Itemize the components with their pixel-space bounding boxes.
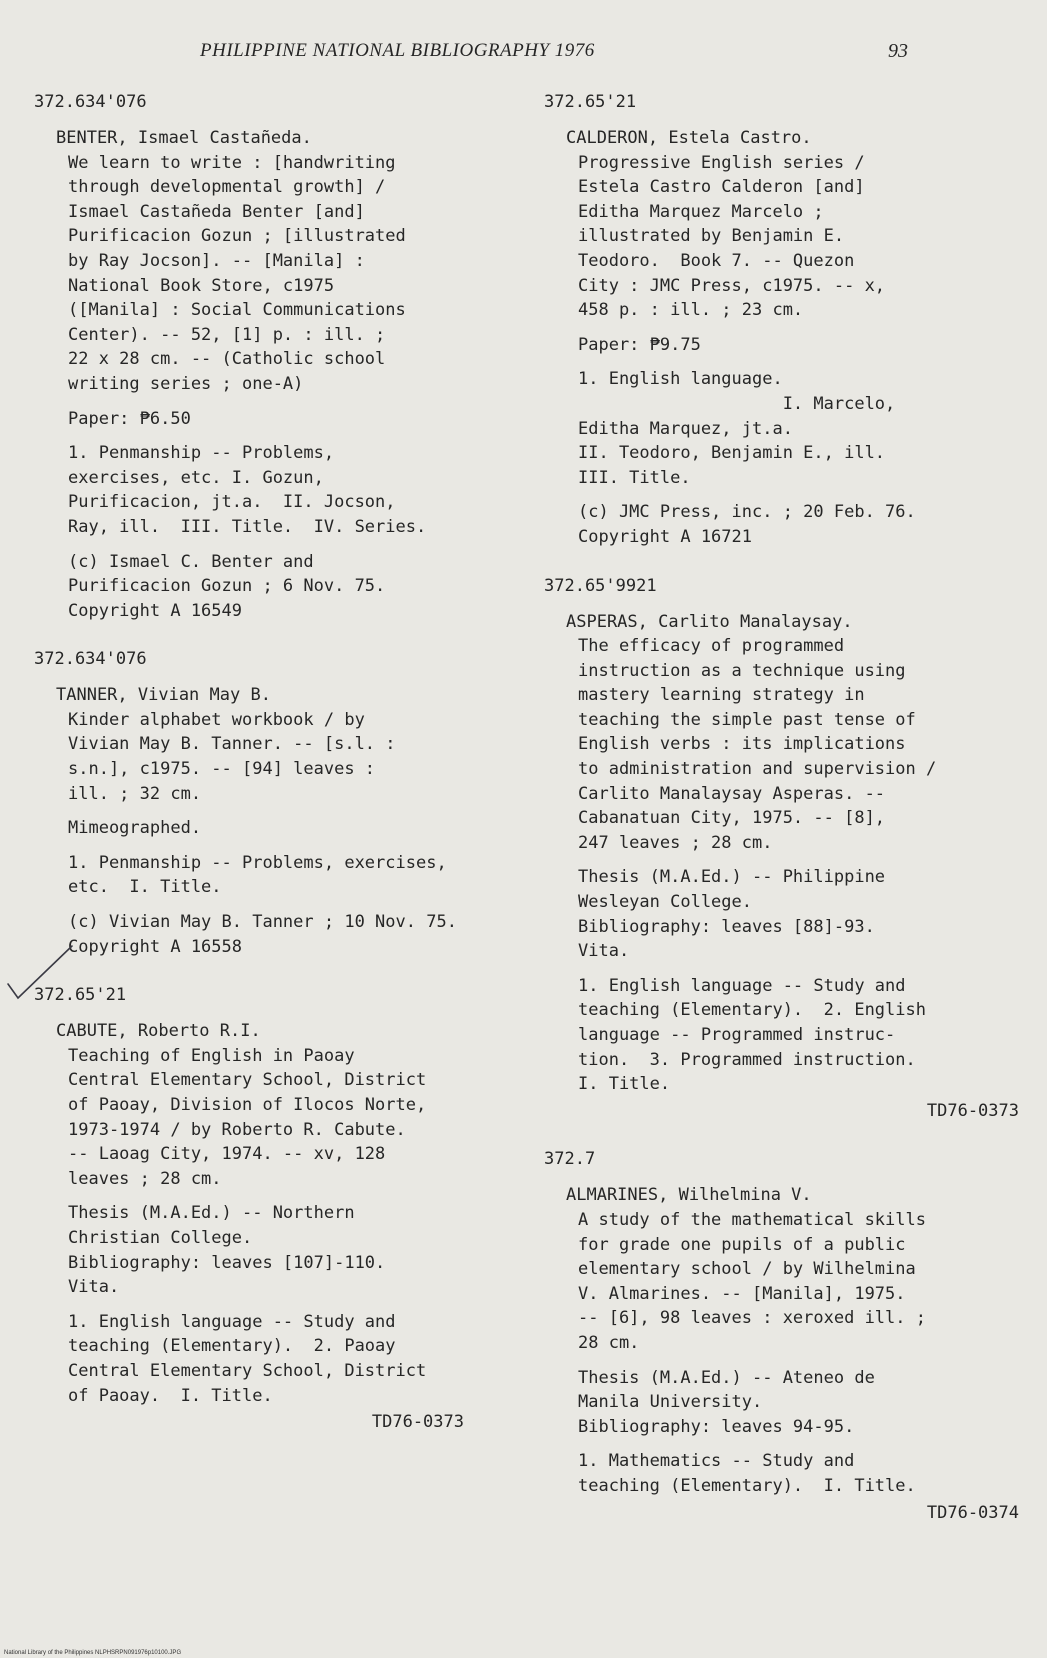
entry-note — [44, 1310, 524, 1408]
note-line: teaching (Elementary). 2. English — [578, 1000, 926, 1021]
note-line: exercises, etc. I. Gozun, — [68, 467, 324, 488]
description-line: The efficacy of programmed — [578, 636, 845, 657]
left-column — [34, 92, 524, 1457]
note-line: Thesis (M.A.Ed.) -- Northern — [68, 1203, 355, 1224]
right-column — [544, 92, 1044, 1547]
description-line: Central Elementary School, District — [68, 1070, 427, 1091]
entry-body — [544, 126, 1044, 550]
note-line: (c) JMC Press, inc. ; 20 Feb. 76. — [578, 502, 916, 523]
class-number: 372.634'076 — [34, 92, 147, 112]
note-line: teaching (Elementary). 2. Paoay — [68, 1336, 396, 1357]
entry-description — [554, 151, 1044, 323]
note-line: of Paoay. I. Title. — [68, 1385, 273, 1406]
description-line: Teodoro. Book 7. -- Quezon — [578, 250, 855, 271]
description-line: elementary school / by Wilhelmina — [578, 1259, 916, 1280]
description-line: writing series ; one-A) — [68, 373, 304, 394]
note-line: I. Marcelo, — [578, 393, 896, 414]
description-line: -- [6], 98 leaves : xeroxed ill. ; — [578, 1308, 926, 1329]
entry-body — [34, 683, 524, 959]
note-line: (c) Vivian May B. Tanner ; 10 Nov. 75. — [68, 912, 457, 933]
description-line: Estela Castro Calderon [and] — [578, 177, 865, 198]
entry-note — [44, 1201, 524, 1299]
note-line: Vita. — [68, 1277, 120, 1298]
note-line: Paper: ₱9.75 — [578, 334, 701, 355]
entry-heading: TANNER, Vivian May B. — [56, 685, 271, 706]
description-line: Progressive English series / — [578, 152, 865, 173]
scan-footer: National Library of the Philippines NLPHSRPN091976p10100.JPG — [4, 1650, 182, 1656]
description-line: A study of the mathematical skills — [578, 1209, 926, 1230]
note-line: II. Teodoro, Benjamin E., ill. — [578, 443, 886, 464]
description-line: of Paoay, Division of Ilocos Norte, — [68, 1095, 427, 1115]
note-line: teaching (Elementary). I. Title. — [578, 1475, 916, 1496]
entry-note — [554, 1366, 1044, 1440]
note-line: Mimeographed. — [68, 818, 202, 839]
description-line: ([Manila] : Social Communications — [68, 300, 406, 321]
entry-note — [554, 367, 1044, 490]
description-line: Center). -- 52, [1] p. : ill. ; — [68, 324, 386, 345]
description-line: teaching the simple past tense of — [578, 709, 916, 730]
note-line: Purificacion Gozun ; 6 Nov. 75. — [68, 576, 386, 597]
description-line: by Ray Jocson]. -- [Manila] : — [68, 250, 365, 271]
description-line: Purificacion Gozun ; [illustrated — [68, 226, 406, 247]
note-line: 1. Penmanship -- Problems, exercises, — [68, 852, 447, 873]
class-number: 372.65'9921 — [544, 575, 657, 596]
note-line: Ray, ill. III. Title. IV. Series. — [68, 516, 427, 537]
entry-note — [44, 910, 524, 959]
description-line: Kinder alphabet workbook / by — [68, 709, 365, 730]
entry-note — [554, 1449, 1044, 1498]
description-line: 458 p. : ill. ; 23 cm. — [578, 300, 804, 321]
note-line: etc. I. Title. — [68, 877, 222, 898]
description-line: Carlito Manalaysay Asperas. -- — [578, 783, 886, 804]
page-header-title: PHILIPPINE NATIONAL BIBLIOGRAPHY 1976 — [200, 40, 595, 61]
entry-note — [554, 865, 1044, 963]
note-line: Paper: ₱6.50 — [68, 408, 191, 429]
bibliography-entry — [34, 92, 524, 623]
entry-note — [554, 333, 1044, 358]
note-line: tion. 3. Programmed instruction. — [578, 1049, 916, 1070]
description-line: illustrated by Benjamin E. — [578, 226, 845, 247]
class-number: 372.634'076 — [34, 649, 147, 670]
note-line: 1. Mathematics -- Study and — [578, 1451, 855, 1472]
description-line: for grade one pupils of a public — [578, 1234, 906, 1255]
thesis-number: TD76-0374 — [926, 1502, 1019, 1523]
note-line: Copyright A 16721 — [578, 526, 752, 547]
description-line: 28 cm. — [578, 1332, 640, 1353]
note-line: Copyright A 16558 — [68, 936, 242, 957]
description-line: instruction as a technique using — [578, 660, 906, 681]
entry-body — [544, 610, 1044, 1124]
description-line: National Book Store, c1975 — [68, 275, 335, 296]
note-line: I. Title. — [578, 1074, 671, 1095]
entry-description — [554, 1208, 1044, 1356]
description-line: Vivian May B. Tanner. -- [s.l. : — [68, 734, 396, 755]
entry-description — [554, 634, 1044, 855]
note-line: 1. English language -- Study and — [578, 975, 906, 996]
bibliography-entry — [544, 1149, 1044, 1525]
description-line: s.n.], c1975. -- [94] leaves : — [68, 759, 376, 780]
note-line: Christian College. — [68, 1227, 253, 1248]
entry-heading: ASPERAS, Carlito Manalaysay. — [566, 611, 853, 632]
note-line: Thesis (M.A.Ed.) -- Philippine — [578, 867, 886, 888]
note-line: Manila University. — [578, 1392, 763, 1413]
bibliography-entry — [34, 985, 524, 1435]
description-line: English verbs : its implications — [578, 734, 906, 755]
entry-note — [44, 550, 524, 624]
bibliography-entry — [34, 649, 524, 959]
note-line: Bibliography: leaves 94-95. — [578, 1416, 855, 1437]
note-line: Wesleyan College. — [578, 892, 752, 913]
entry-note — [44, 441, 524, 539]
note-line: (c) Ismael C. Benter and — [68, 551, 314, 572]
description-line: 22 x 28 cm. -- (Catholic school — [68, 349, 386, 370]
entry-note — [554, 974, 1044, 1097]
class-number: 372.65'21 — [544, 92, 637, 112]
description-line: mastery learning strategy in — [578, 685, 865, 706]
entry-body — [34, 1019, 524, 1435]
description-line: to administration and supervision / — [578, 759, 937, 780]
entry-heading: CABUTE, Roberto R.I. — [56, 1021, 261, 1042]
note-line: Central Elementary School, District — [68, 1360, 427, 1381]
note-line: 1. English language -- Study and — [68, 1311, 396, 1332]
description-line: City : JMC Press, c1975. -- x, — [578, 275, 886, 296]
entry-note — [554, 500, 1044, 549]
note-line: Vita. — [578, 941, 630, 962]
entry-description — [44, 151, 524, 397]
entry-description — [44, 708, 524, 806]
description-line: leaves ; 28 cm. — [68, 1168, 222, 1189]
description-line: 1973-1974 / by Roberto R. Cabute. — [68, 1119, 406, 1140]
thesis-number: TD76-0373 — [926, 1100, 1019, 1121]
thesis-number: TD76-0373 — [371, 1412, 464, 1433]
description-line: -- Laoag City, 1974. -- xv, 128 — [68, 1144, 386, 1165]
page-number: 93 — [888, 40, 908, 62]
note-line: Thesis (M.A.Ed.) -- Ateneo de — [578, 1367, 875, 1388]
entry-body — [544, 1183, 1044, 1525]
description-line: 247 leaves ; 28 cm. — [578, 832, 773, 853]
note-line: Purificacion, jt.a. II. Jocson, — [68, 492, 396, 513]
description-line: We learn to write : [handwriting — [68, 152, 396, 173]
note-line: 1. English language. — [578, 369, 783, 390]
note-line: 1. Penmanship -- Problems, — [68, 443, 335, 464]
description-line: Cabanatuan City, 1975. -- [8], — [578, 808, 886, 829]
entry-note — [44, 851, 524, 900]
description-line: V. Almarines. -- [Manila], 1975. — [578, 1283, 906, 1304]
note-line: Copyright A 16549 — [68, 600, 242, 621]
entry-heading: CALDERON, Estela Castro. — [566, 128, 812, 148]
description-line: through developmental growth] / — [68, 177, 386, 198]
bibliography-entry — [544, 576, 1044, 1124]
entry-heading: BENTER, Ismael Castañeda. — [56, 128, 312, 148]
description-line: Ismael Castañeda Benter [and] — [68, 201, 365, 222]
note-line: language -- Programmed instruc- — [578, 1025, 896, 1045]
note-line: Bibliography: leaves [107]-110. — [68, 1252, 386, 1273]
note-line: Editha Marquez, jt.a. — [578, 418, 793, 439]
bibliography-entry — [544, 92, 1044, 550]
entry-note — [44, 407, 524, 432]
class-number: 372.7 — [544, 1149, 596, 1170]
description-line: Editha Marquez Marcelo ; — [578, 201, 824, 222]
note-line: III. Title. — [578, 467, 691, 488]
handwritten-checkmark — [6, 940, 76, 1020]
entry-body — [34, 126, 524, 623]
note-line: Bibliography: leaves [88]-93. — [578, 916, 875, 937]
entry-heading: ALMARINES, Wilhelmina V. — [566, 1185, 812, 1206]
description-line: Teaching of English in Paoay — [68, 1045, 355, 1066]
entry-description — [44, 1044, 524, 1192]
entry-note — [44, 816, 524, 841]
description-line: ill. ; 32 cm. — [68, 783, 202, 804]
class-number: 372.65'21 — [34, 985, 127, 1006]
